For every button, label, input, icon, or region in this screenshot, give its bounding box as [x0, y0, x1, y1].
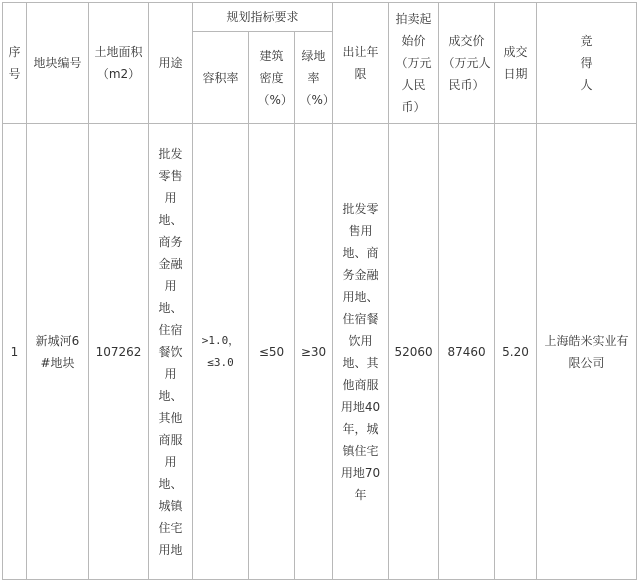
table-row: [3, 124, 637, 580]
parcel-no-value: 新城河6#地块: [35, 333, 80, 370]
lease-term-cell: [333, 124, 389, 580]
building-density-value: ≤50: [258, 344, 285, 359]
header-plot-ratio: 容积率: [202, 70, 239, 85]
header-lease-term: 出让年限: [342, 45, 379, 81]
header-deal-price: 成交价（万元人民币）: [442, 34, 491, 92]
area-cell: [89, 124, 149, 580]
header-seq-cell: [3, 3, 27, 124]
deal-date-value: 5.20: [502, 344, 529, 359]
plot-ratio-cell: [193, 124, 249, 580]
header-planning-group-cell: [193, 3, 333, 32]
header-building-density: 建筑密度（%）: [257, 48, 293, 107]
header-winner-cell: [537, 3, 637, 124]
area-value: 107262: [95, 344, 142, 359]
building-density-cell: [249, 124, 295, 580]
header-green-ratio: 绿地率（%）: [299, 48, 335, 107]
header-parcel-no-cell: [27, 3, 89, 124]
seq-value: 1: [10, 344, 19, 359]
header-deal-price-cell: [439, 3, 495, 124]
header-deal-date: 成交日期: [503, 45, 528, 81]
green-ratio-cell: [295, 124, 333, 580]
header-area: 土地面积（m2）: [94, 45, 143, 81]
parcel-no-cell: [27, 124, 89, 580]
header-lease-term-cell: [333, 3, 389, 124]
header-start-price: 拍卖起始价（万元人民币）: [395, 12, 432, 114]
header-usage-cell: [149, 3, 193, 124]
usage-cell: [149, 124, 193, 580]
header-parcel-no: 地块编号: [33, 56, 82, 70]
header-deal-date-cell: [495, 3, 537, 124]
header-usage: 用途: [158, 56, 183, 70]
header-area-cell: [89, 3, 149, 124]
header-winner: 竞得人: [580, 34, 619, 92]
seq-cell: [3, 124, 27, 580]
winner-value: 上海皓米实业有限公司: [544, 333, 629, 370]
deal-date-cell: [495, 124, 537, 580]
start-price-cell: [389, 124, 439, 580]
usage-value: 批发零售用地、商务金融用地、住宿餐饮用地、其他商服用地、城镇住宅用地: [158, 146, 183, 557]
lease-term-value: 批发零售用地、商务金融用地、住宿餐饮用地、其他商服用地40年，城镇住宅用地70年: [340, 201, 381, 502]
winner-cell: [537, 124, 637, 580]
plot-ratio-value: >1.0，≤3.0: [201, 333, 240, 369]
header-start-price-cell: [389, 3, 439, 124]
header-row-top: [3, 3, 637, 32]
header-plot-ratio-cell: [193, 32, 249, 124]
header-planning-group: 规划指标要求: [226, 10, 299, 24]
start-price-value: 52060: [394, 344, 433, 359]
deal-price-cell: [439, 124, 495, 580]
land-auction-table: [2, 2, 637, 580]
header-seq: 序号: [8, 45, 21, 81]
deal-price-value: 87460: [447, 344, 486, 359]
header-building-density-cell: [249, 32, 295, 124]
green-ratio-value: ≥30: [300, 344, 327, 359]
header-green-ratio-cell: [295, 32, 333, 124]
